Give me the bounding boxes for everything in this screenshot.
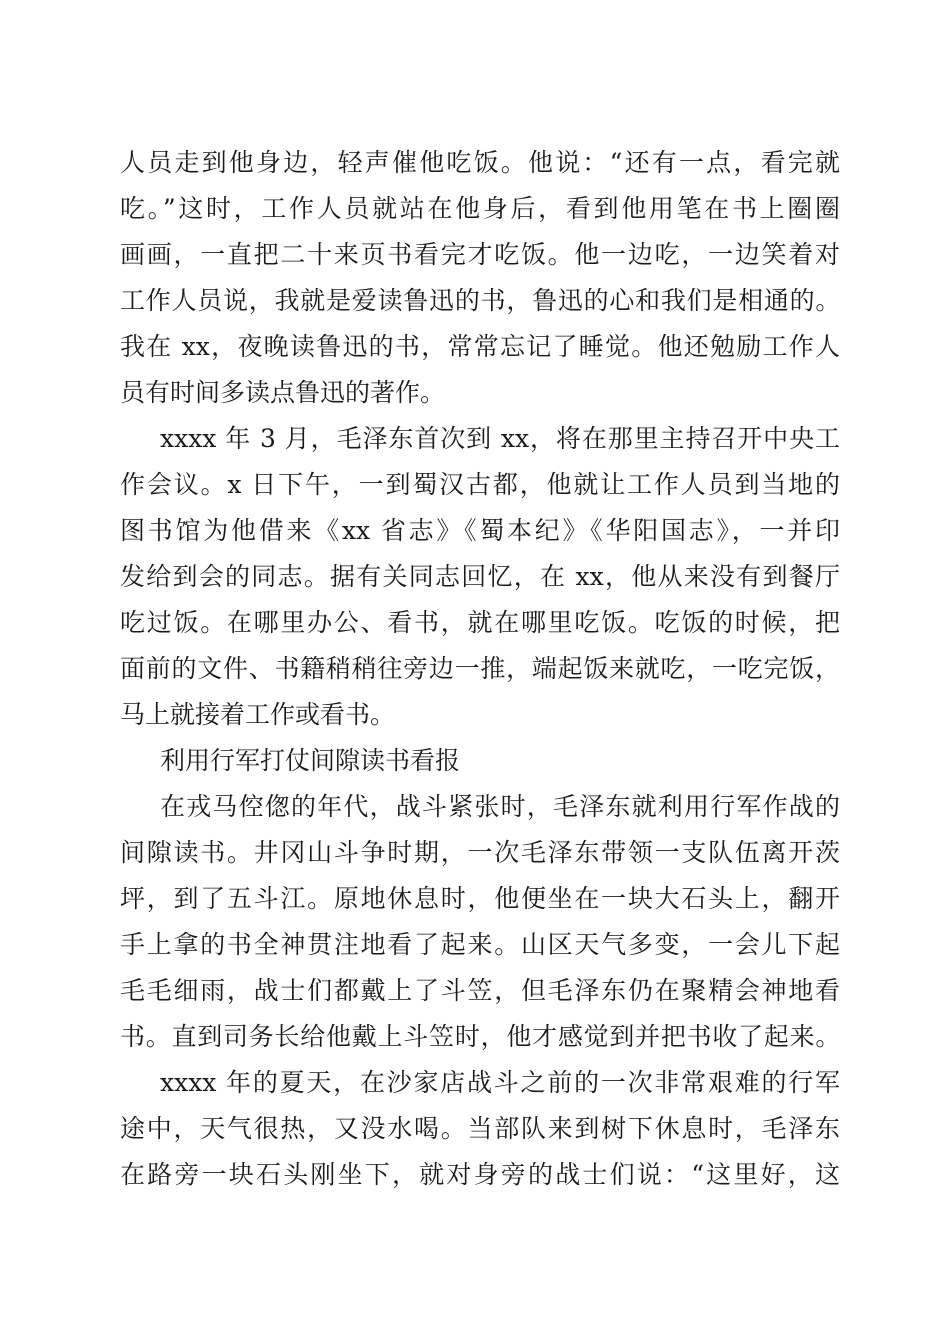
text-line: 面前的文件、书籍稍稍往旁边一推，端起饭来就吃，一吃完饭， bbox=[120, 654, 840, 683]
text-line: 马上就接着工作或看书。 bbox=[120, 700, 396, 729]
text-line: 发给到会的同志。据有关同志回忆，在 xx，他从来没有到餐厅 bbox=[120, 562, 840, 591]
text-line: 途中，天气很热，又没水喝。当部队来到树下休息时，毛泽东 bbox=[120, 1114, 840, 1143]
text-line: 人员走到他身边，轻声催他吃饭。他说：“还有一点，看完就 bbox=[120, 148, 840, 177]
text-line: 间隙读书。井冈山斗争时期，一次毛泽东带领一支队伍离开茨 bbox=[120, 838, 840, 867]
text-line: 我在 xx，夜晚读鲁迅的书，常常忘记了睡觉。他还勉励工作人 bbox=[120, 332, 840, 361]
text-line: 书。直到司务长给他戴上斗笠时，他才感觉到并把书收了起来。 bbox=[120, 1022, 840, 1051]
text-line: 吃过饭。在哪里办公、看书，就在哪里吃饭。吃饭的时候，把 bbox=[120, 608, 840, 637]
text-line: 毛毛细雨，战士们都戴上了斗笠，但毛泽东仍在聚精会神地看 bbox=[120, 976, 840, 1005]
text-line: 坪，到了五斗江。原地休息时，他便坐在一块大石头上，翻开 bbox=[120, 884, 840, 913]
text-line: 画画，一直把二十来页书看完才吃饭。他一边吃，一边笑着对 bbox=[120, 240, 840, 269]
text-line: 图书馆为他借来《xx 省志》《蜀本纪》《华阳国志》，一并印 bbox=[120, 516, 840, 545]
text-line: 在路旁一块石头刚坐下，就对身旁的战士们说：“这里好，这 bbox=[120, 1160, 840, 1189]
text-line: 员有时间多读点鲁迅的著作。 bbox=[120, 378, 446, 407]
section-heading: 利用行军打仗间隙读书看报 bbox=[160, 746, 461, 775]
text-line: 工作人员说，我就是爱读鲁迅的书，鲁迅的心和我们是相通的。 bbox=[120, 286, 840, 315]
text-line: 手上拿的书全神贯注地看了起来。山区天气多变，一会儿下起 bbox=[120, 930, 840, 959]
document-body bbox=[120, 140, 840, 1198]
paragraph-first-line: 在戎马倥偬的年代，战斗紧张时，毛泽东就利用行军作战的 bbox=[160, 792, 840, 821]
text-line: 作会议。x 日下午，一到蜀汉古都，他就让工作人员到当地的 bbox=[120, 470, 840, 499]
paragraph-first-line: xxxx 年的夏天，在沙家店战斗之前的一次非常艰难的行军 bbox=[160, 1068, 840, 1097]
text-line: 吃。”这时，工作人员就站在他身后，看到他用笔在书上圈圈 bbox=[120, 194, 840, 223]
paragraph-first-line: xxxx 年 3 月，毛泽东首次到 xx，将在那里主持召开中央工 bbox=[160, 424, 840, 453]
